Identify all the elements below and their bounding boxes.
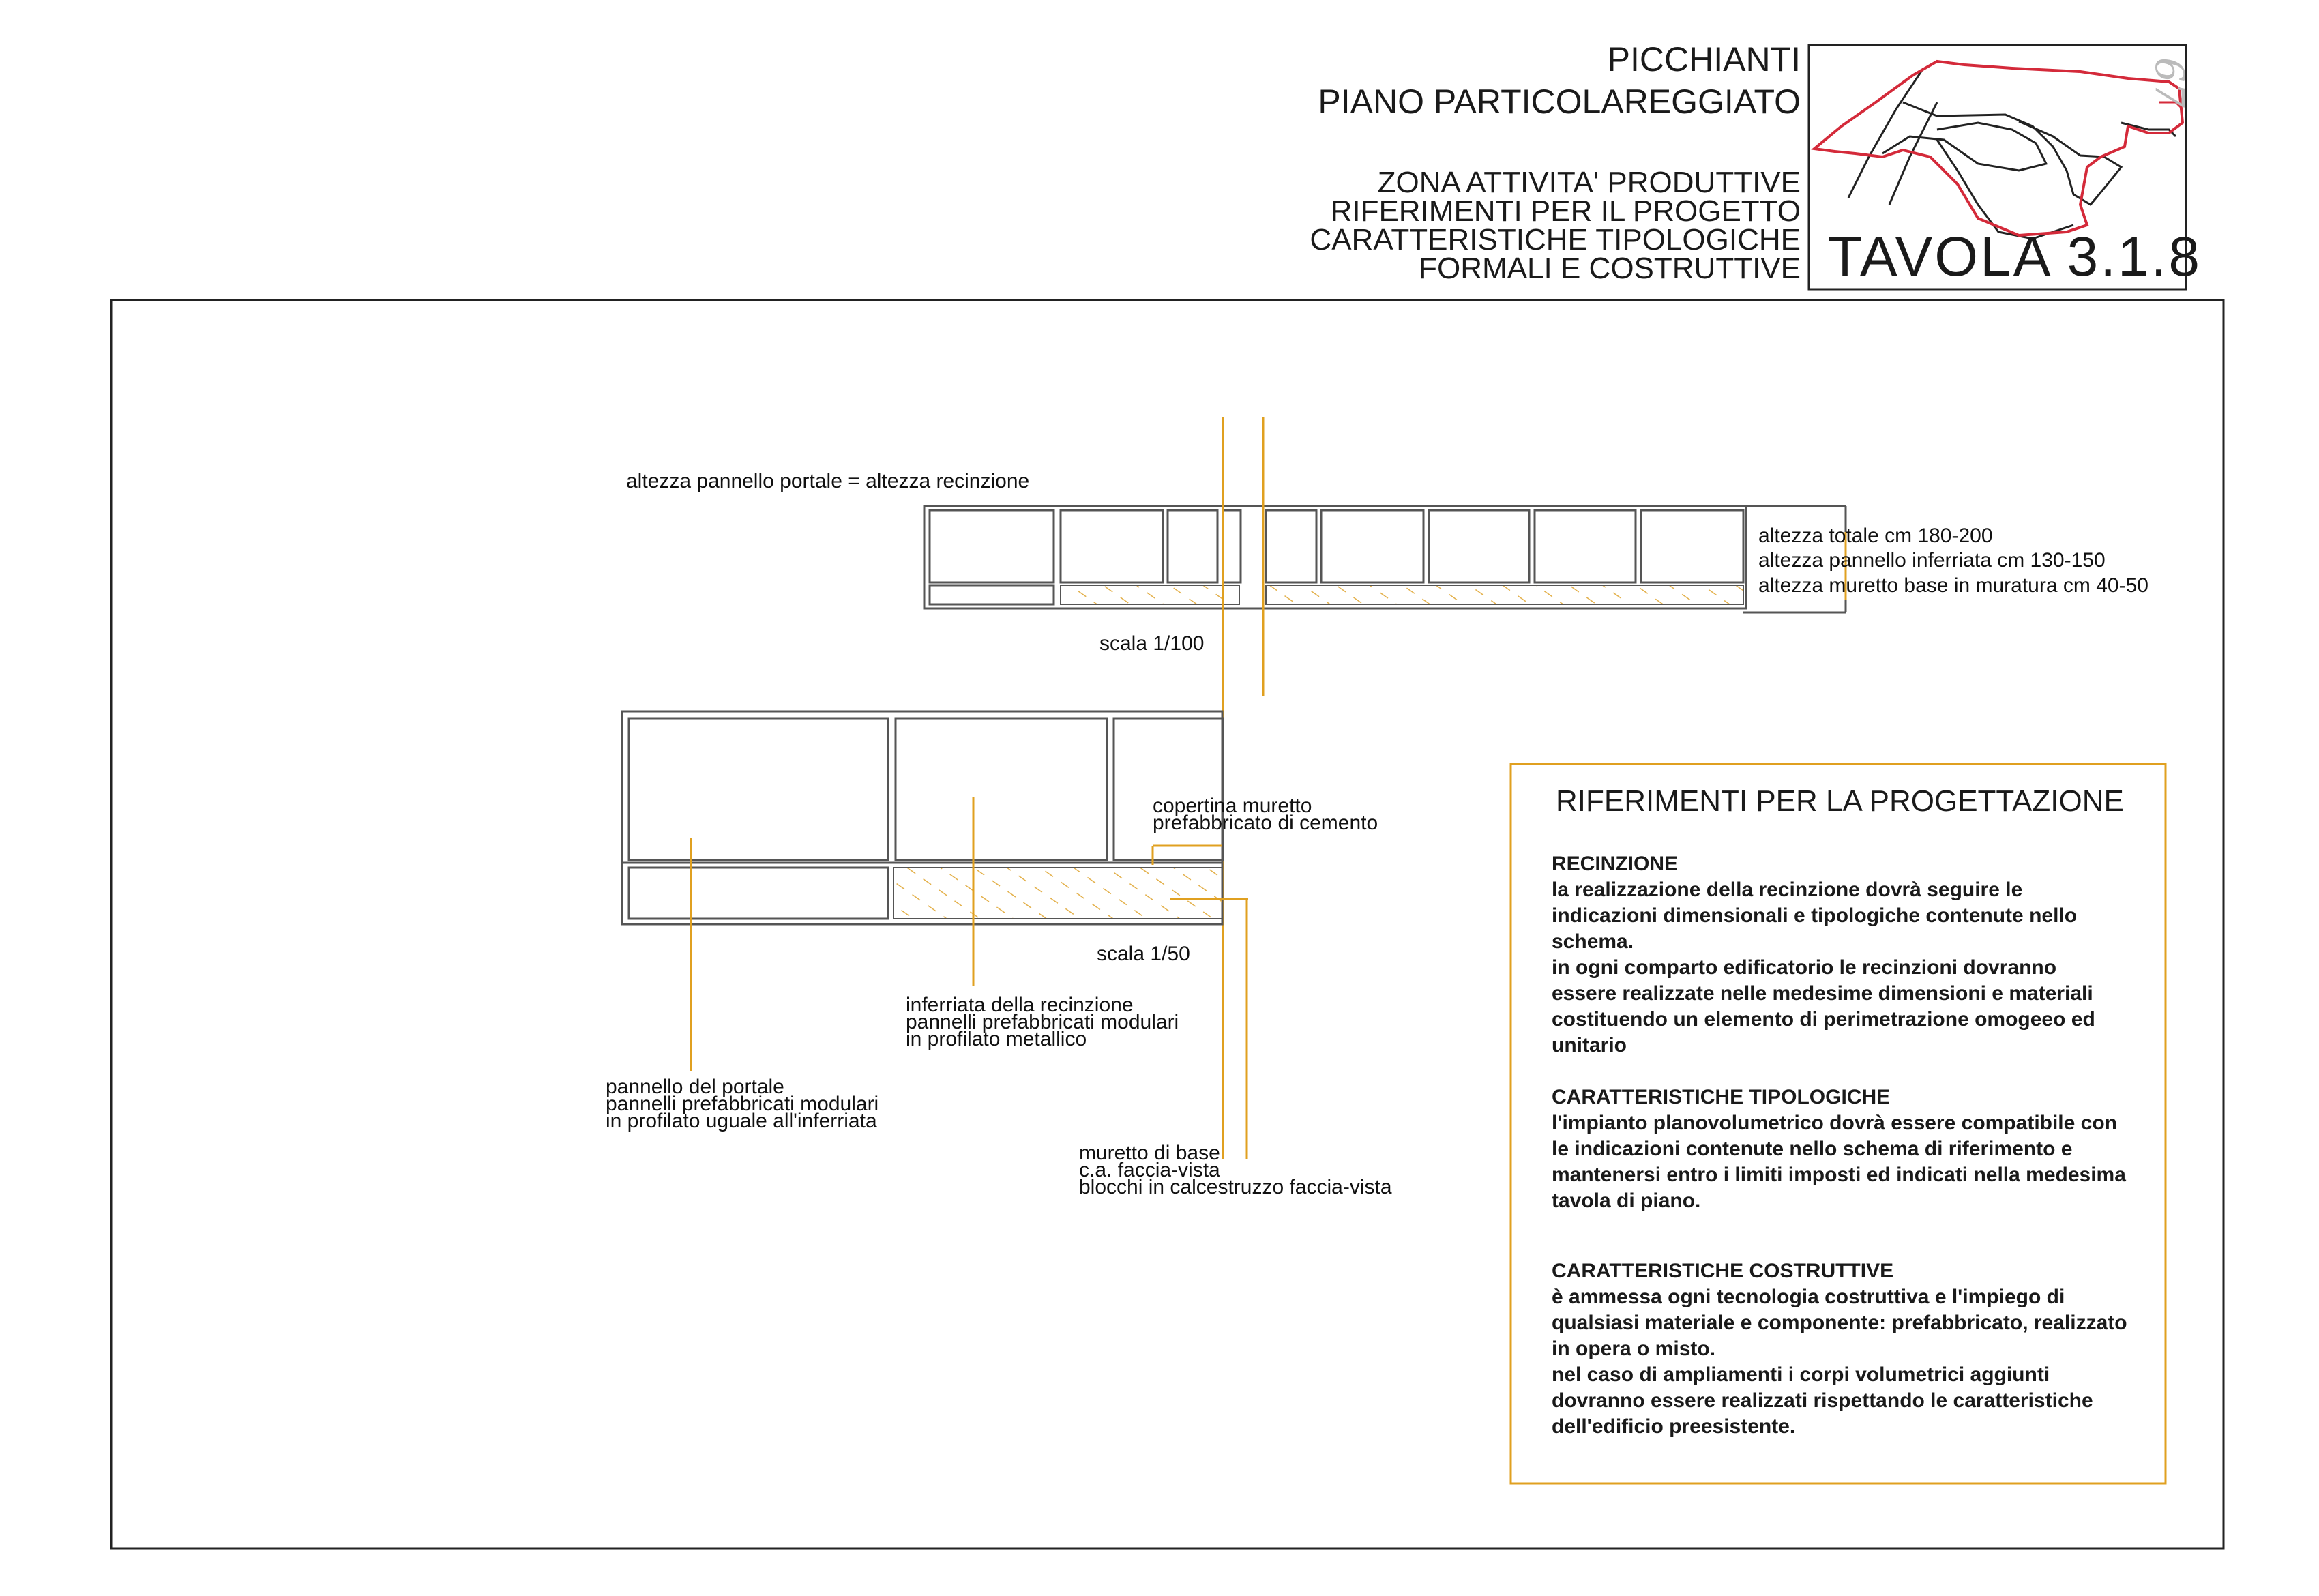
dim-panel: altezza pannello inferriata cm 130-150 bbox=[1758, 549, 2106, 572]
copertina-label-1: copertina muretto bbox=[1153, 795, 1312, 817]
pannello-label-2: pannelli prefabbricati modulari bbox=[606, 1093, 879, 1115]
hatch-base-1-100b bbox=[1266, 585, 1743, 604]
muretto-label-1: muretto di base bbox=[1079, 1142, 1220, 1164]
page-mark: 67 bbox=[2146, 57, 2193, 108]
muretto-label-2: c.a. faccia-vista bbox=[1079, 1159, 1220, 1181]
header-sub4: FORMALI E COSTRUTTIVE bbox=[1419, 252, 1801, 285]
pannello-label-3: in profilato uguale all'inferriata bbox=[606, 1110, 877, 1132]
copertina-label-2: prefabbricato di cemento bbox=[1153, 812, 1378, 834]
costruttive-heading: CARATTERISTICHE COSTRUTTIVE bbox=[1552, 1260, 1894, 1282]
tavola-number: TAVOLA 3.1.8 bbox=[1828, 226, 2202, 288]
recinzione-heading: RECINZIONE bbox=[1552, 853, 1679, 875]
inferriata-label-3: in profilato metallico bbox=[906, 1028, 1087, 1050]
section-recinzione bbox=[1552, 851, 2152, 1059]
section-costruttive bbox=[1552, 1258, 2152, 1440]
header-line1: PICCHIANTI bbox=[1607, 40, 1801, 78]
costruttive-body: è ammessa ogni tecnologia costruttiva e l'impiego di qualsiasi materiale e componente: prefabbricato, realizzato in opera o misto. nel caso di ampliamenti i corpi volumetrici aggiunti dovranno essere realizzati rispettando le caratteristiche dell'edificio preesistente. bbox=[1552, 1286, 2127, 1438]
scale-1-100: scala 1/100 bbox=[1099, 632, 1205, 655]
header-sub1: ZONA ATTIVITA' PRODUTTIVE bbox=[1377, 166, 1801, 199]
hatch-base-1-100a bbox=[1061, 585, 1239, 604]
header-line2: PIANO PARTICOLAREGGIATO bbox=[1318, 83, 1801, 121]
section-tipologiche bbox=[1552, 1084, 2152, 1214]
dim-base: altezza muretto base in muratura cm 40-50 bbox=[1758, 574, 2148, 597]
inferriata-label-1: inferriata della recinzione bbox=[906, 994, 1134, 1016]
dim-total: altezza totale cm 180-200 bbox=[1758, 524, 1993, 547]
portale-note: altezza pannello portale = altezza recinzione bbox=[626, 470, 1030, 492]
hatch-base-1-50 bbox=[893, 868, 1222, 919]
inferriata-label-2: pannelli prefabbricati modulari bbox=[906, 1011, 1179, 1033]
tipologiche-heading: CARATTERISTICHE TIPOLOGICHE bbox=[1552, 1086, 1891, 1108]
tipologiche-body: l'impianto planovolumetrico dovrà essere compatibile con le indicazioni contenute nello schema di riferimento e mantenersi entro i limiti imposti ed indicati nella medesima tavola di piano. bbox=[1552, 1112, 2126, 1212]
notes-panel bbox=[1511, 764, 2166, 1483]
recinzione-body: la realizzazione della recinzione dovrà seguire le indicazioni dimensionali e tipologiche contenute nello schema. in ogni comparto edificatorio le recinzioni dovranno essere realizzate nelle medesime dimensioni e materiali costituendo un elemento di perimetrazione omogeeo ed unitario bbox=[1552, 878, 2095, 1056]
header-sub3: CARATTERISTICHE TIPOLOGICHE bbox=[1310, 223, 1801, 256]
muretto-label-3: blocchi in calcestruzzo faccia-vista bbox=[1079, 1176, 1392, 1198]
notes-title: RIFERIMENTI PER LA PROGETTAZIONE bbox=[1556, 784, 2124, 818]
pannello-label-1: pannello del portale bbox=[606, 1076, 784, 1098]
header-sub2: RIFERIMENTI PER IL PROGETTO bbox=[1330, 194, 1801, 228]
scale-1-50: scala 1/50 bbox=[1097, 943, 1190, 965]
